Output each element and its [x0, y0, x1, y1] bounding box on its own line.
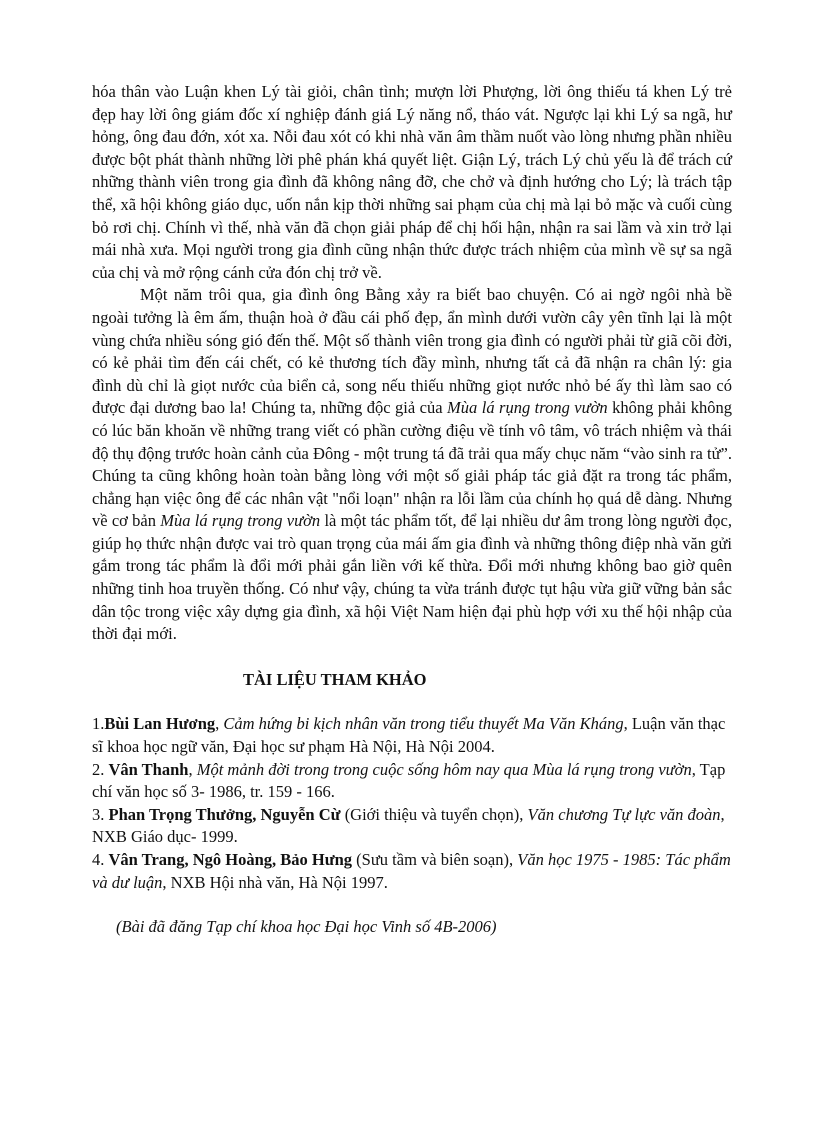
reference-item	[92, 804, 732, 849]
ref-number: 4.	[92, 850, 109, 869]
ref-details: , Luận văn thạc sĩ khoa học ngữ văn, Đại học sư phạm Hà Nội, Hà Nội 2004.	[92, 714, 726, 757]
reference-item	[92, 759, 732, 804]
ref-separator: (Sưu tầm và biên soạn),	[352, 850, 518, 869]
ref-separator: (Giới thiệu và tuyển chọn),	[340, 804, 528, 824]
ref-details: , NXB Hội nhà văn, Hà Nội 1997.	[162, 872, 388, 892]
ref-author: Bùi Lan Hương	[104, 714, 216, 734]
paragraph-text: không phải không có lúc băn khoăn về những trang viết có phần cường điệu về tính vô tâm, vô trách nhiệm và thái độ thụ động trước hoàn cảnh của Đông - một trung tá đã trải qua mấy chục năm “vào sinh ra tử”. Chúng ta cũng không hoàn toàn bằng lòng với một số giải pháp tác giả đặt ra trong tác phẩm, chẳng hạn việc ông để các nhân vật "nổi loạn" nhận ra lỗi lầm của chính họ quá dễ dàng. Nhưng về cơ bản	[92, 398, 732, 531]
ref-number: 1.	[92, 714, 105, 734]
references-list	[92, 713, 732, 894]
ref-work-title: Một mảnh đời trong trong cuộc sống hôm nay qua Mùa lá rụng trong vườn	[196, 759, 692, 779]
body-paragraph-1: hóa thân vào Luận khen Lý tài giỏi, chân tình; mượn lời Phượng, lời ông thiếu tá khen Lý trẻ đẹp hay lời ông giám đốc xí nghiệp đánh giá Lý năng nổ, tháo vát. Ngược lại khi Lý sa ngã, hư hỏng, ông đau đớn, xót xa. Nỗi đau xót có khi nhà văn âm thầm nuốt vào lòng nhưng phần nhiều được bột phát thành những lời phê phán khá quyết liệt. Giận Lý, trách Lý chủ yếu là để trách cứ những thành viên trong gia đình đã không nâng đỡ, che chở và định hướng cho Lý; là trách tập thể, xã hội không giáo dục, uốn nắn kịp thời những sai phạm của chị mà lại bỏ mặc và cuối cùng bỏ rơi chị. Chính vì thế, nhà văn đã chọn giải pháp để chị hối hận, nhận ra sai lầm và xin trở lại mái nhà xưa. Mọi người trong gia đình cũng nhận thức được trách nhiệm của mình về sự sa ngã của chị và mở rộng cánh cửa đón chị trở về.	[92, 82, 732, 282]
ref-work-title: Cảm hứng bi kịch nhân văn trong tiểu thuyết Ma Văn Kháng	[223, 714, 624, 734]
ref-separator: ,	[188, 759, 197, 779]
ref-work-title: Văn học 1975 - 1985: Tác phẩm và dư luận	[92, 850, 731, 892]
ref-separator: ,	[215, 714, 224, 734]
ref-author: Phan Trọng Thưởng, Nguyễn Cừ	[108, 804, 341, 824]
paragraph-text: là một tác phẩm tốt, để lại nhiều dư âm trong lòng người đọc, giúp họ thức nhận được vai trò quan trọng của mái ấm gia đình và những thông điệp nhà văn gửi gắm trong tác phẩm là đổi mới phải gắn liền với kế thừa. Đổi mới nhưng không bao giờ quên những tinh hoa truyền thống. Có như vậy, chúng ta vừa tránh được tụt hậu vừa giữ vững bản sắc dân tộc trong việc xây dựng gia đình, xã hội Việt Nam hiện đại phù hợp với xu thế hội nhập của thời đại mới.	[92, 511, 732, 644]
ref-work-title: Văn chương Tự lực văn đoàn	[527, 804, 721, 824]
reference-item	[92, 849, 732, 894]
ref-number: 3.	[92, 804, 109, 824]
novel-title: Mùa lá rụng trong vườn	[447, 398, 608, 418]
ref-author: Vân Thanh	[108, 759, 189, 779]
novel-title: Mùa lá rụng trong vườn	[160, 511, 321, 531]
ref-author: Vân Trang, Ngô Hoàng, Bảo Hưng	[108, 850, 353, 869]
paragraph-text: Một năm trôi qua, gia đình ông Bằng xảy ra biết bao chuyện. Có ai ngờ ngôi nhà bề ngoài tưởng là êm ấm, thuận hoà ở đầu cái phố đẹp, ẩn mình dưới vườn cây yên tĩnh lại là một vùng chứa nhiều sóng gió đến thế. Một số thành viên trong gia đình có người phải từ giã cõi đời, có kẻ phải tìm đến cái chết, có kẻ thương tích đầy mình, nhưng tất cả đã nhận ra chân lý: gia đình dù chỉ là giọt nước của biển cả, song nếu thiếu những giọt nước nhỏ bé ấy thì làm sao có được đại dương bao la! Chúng ta, những độc giả của	[92, 285, 732, 418]
body-paragraph-2	[92, 284, 732, 646]
document-page	[92, 81, 732, 939]
ref-number: 2.	[92, 759, 109, 779]
publication-note: (Bài đã đăng Tạp chí khoa học Đại học Vinh số 4B-2006)	[116, 917, 497, 937]
ref-details: , Tạp chí văn học số 3- 1986, tr. 159 - 166.	[92, 759, 726, 802]
references-heading: TÀI LIỆU THAM KHẢO	[243, 669, 427, 689]
ref-details: , NXB Giáo dục- 1999.	[92, 804, 725, 847]
reference-item	[92, 713, 732, 758]
